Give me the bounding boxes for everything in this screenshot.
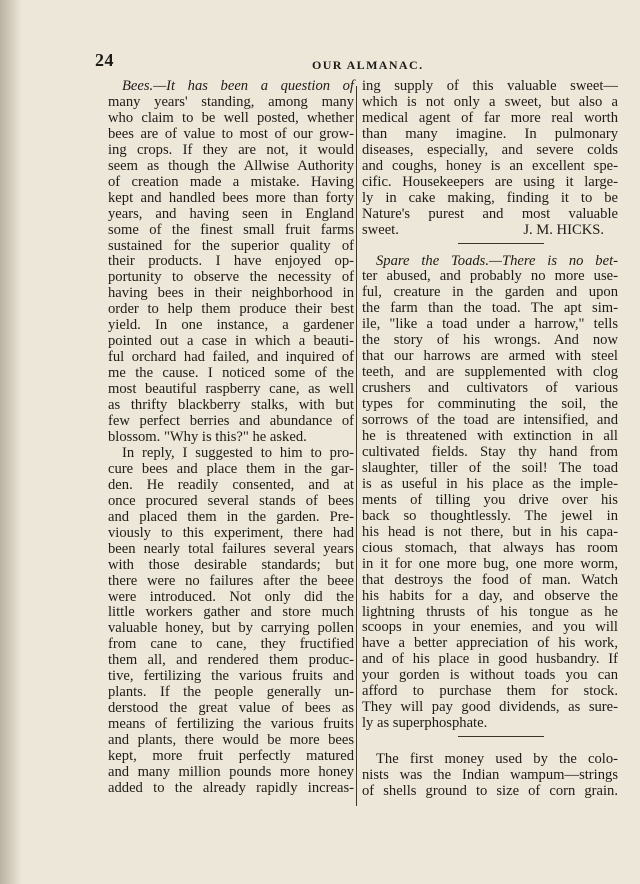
toads-line: your gorden is without toads you can bbox=[362, 667, 618, 684]
section-divider bbox=[362, 732, 618, 741]
toads-line: the farm than the toad. The apt sim- bbox=[362, 300, 618, 317]
bees-line: from cane to cane, they fructified bbox=[108, 636, 354, 653]
money-line: of shells ground to size of corn grain. bbox=[362, 783, 618, 800]
toads-line: afford to purchase them for stock. bbox=[362, 683, 618, 700]
bees-line: few perfect berries and abundance of bbox=[108, 413, 354, 430]
section-divider bbox=[362, 239, 618, 248]
bees-line: portunity to observe the necessity of bbox=[108, 269, 354, 286]
page-number: 24 bbox=[95, 50, 114, 70]
bees-continued-line: and coughs, honey is an excellent spe- bbox=[362, 157, 618, 174]
money-line: The first money used by the colo- bbox=[376, 751, 618, 768]
bees-line: ing crops. If they are not, it would bbox=[108, 141, 354, 158]
bees-line: tive, fertilizing the various fruits and bbox=[108, 668, 354, 685]
bees-line: kept and handled bees more than forty bbox=[108, 189, 354, 206]
bees-line: some of the finest small fruit farms bbox=[108, 221, 354, 238]
bees-line: having bees in their neighborhood in bbox=[108, 285, 354, 302]
bees-signature: J. M. HICKS. bbox=[523, 221, 604, 238]
bees-continued-line: diseases, especially, and severe colds bbox=[362, 141, 618, 158]
bees-line: order to help them produce their best bbox=[108, 301, 354, 318]
money-line: nists was the Indian wampum—strings bbox=[362, 767, 618, 784]
toads-line: ful, creature in the garden and upon bbox=[362, 284, 618, 301]
column-divider bbox=[356, 86, 357, 806]
page-edge-shadow bbox=[0, 0, 22, 884]
bees-continued-line: ly in cake making, finding it to be bbox=[362, 189, 618, 206]
bees-line: their products. I have enjoyed op- bbox=[108, 253, 354, 270]
bees-line: means of fertilizing the various fruits bbox=[108, 716, 354, 733]
toads-line: Spare the Toads.—There is no bet- bbox=[376, 252, 618, 269]
bees-line: seem as though the Allwise Authority bbox=[108, 157, 354, 174]
toads-line: in it for one more bug, one more worm, bbox=[362, 555, 618, 572]
bees-line: den. He readily consented, and at bbox=[108, 476, 354, 493]
toads-line: that destroys the food of man. Watch bbox=[362, 571, 618, 588]
toads-line: types for comminuting the soil, the bbox=[362, 396, 618, 413]
bees-line: been nearly total failures several years bbox=[108, 540, 354, 557]
bees-continued-line: sweet. bbox=[362, 221, 399, 238]
bees-line: plants. If the people generally un- bbox=[108, 684, 354, 701]
toads-line: sorrows of the toad are intensified, and bbox=[362, 412, 618, 429]
toads-line: back so thoughtlessly. The jewel in bbox=[362, 507, 618, 524]
bees-line: In reply, I suggested to him to pro- bbox=[122, 444, 354, 461]
toads-line: the story of his wrongs. And now bbox=[362, 332, 618, 349]
bees-line: most beautiful raspberry cane, as well bbox=[108, 381, 354, 398]
toads-line: slaughter, tiller of the soil! The toad bbox=[362, 459, 618, 476]
bees-line: many years' standing, among many bbox=[108, 93, 354, 110]
bees-line: yield. In one instance, a gardener bbox=[108, 317, 354, 334]
bees-line: and plants, there would be more bees bbox=[108, 732, 354, 749]
toads-line: ter abused, and probably no more use- bbox=[362, 268, 618, 285]
toads-line: his habits for a day, and observe the bbox=[362, 587, 618, 604]
bees-line: as thrifty blackberry stalks, with but bbox=[108, 397, 354, 414]
bees-line: were introduced. Not only did the bbox=[108, 588, 354, 605]
bees-line: sustained for the superior quality of bbox=[108, 237, 354, 254]
bees-continued-line: which is not only a sweet, but also a bbox=[362, 93, 618, 110]
toads-line: ly as superphosphate. bbox=[362, 715, 488, 732]
bees-line: with those desirable standards; but bbox=[108, 556, 354, 573]
toads-line: crushers and cultivators of various bbox=[362, 380, 618, 397]
toads-line: have a better appreciation of his work, bbox=[362, 635, 618, 652]
bees-continued-line: cific. Housekeepers are using it large- bbox=[362, 173, 618, 190]
toads-line: ile, "like a toad under a harrow," tells bbox=[362, 316, 618, 333]
toads-line: teeth, and are supplemented with clog bbox=[362, 364, 618, 381]
bees-line: added to the already rapidly increas- bbox=[108, 779, 354, 796]
bees-line: little workers gather and store much bbox=[108, 604, 354, 621]
bees-line: and placed them in the garden. Pre- bbox=[108, 508, 354, 525]
bees-line: there were no failures after the beee bbox=[108, 572, 354, 589]
bees-line: them all, and rendered them produc- bbox=[108, 652, 354, 669]
bees-final-line bbox=[362, 223, 618, 239]
bees-line: bees are of value to most of our grow- bbox=[108, 125, 354, 142]
toads-line: that our harrows are armed with steel bbox=[362, 348, 618, 365]
toads-line: ments of tilling you drive over his bbox=[362, 491, 618, 508]
toads-line: and of his place in good husbandry. If bbox=[362, 651, 618, 668]
bees-line: me the cause. I noticed some of the bbox=[108, 365, 354, 382]
bees-continued-line: ing supply of this valuable sweet— bbox=[362, 78, 618, 94]
bees-line: blossom. "Why is this?" he asked. bbox=[108, 428, 307, 445]
bees-line: pointed out a case in which a beauti- bbox=[108, 333, 354, 350]
bees-line: and many million pounds more honey bbox=[108, 763, 354, 780]
toads-line: They will pay good dividends, as sure- bbox=[362, 699, 618, 716]
bees-line: years, and having seen in England bbox=[108, 205, 354, 222]
bees-continued-line: than many imagine. In pulmonary bbox=[362, 125, 618, 142]
toads-line: scoops in your enemies, and you will bbox=[362, 619, 618, 636]
bees-line: cure bees and place them in the gar- bbox=[108, 460, 354, 477]
running-title: OUR ALMANAC. bbox=[312, 58, 424, 72]
bees-line: who claim to be well posted, whether bbox=[108, 109, 354, 126]
bees-line: valuable honey, but by carrying pollen bbox=[108, 620, 354, 637]
toads-line: lightning thrusts of his tongue as he bbox=[362, 603, 618, 620]
bees-line: derstood the great value of bees as bbox=[108, 700, 354, 717]
bees-continued-line: medical agent of far more real worth bbox=[362, 109, 618, 126]
bees-line: kept, more fruit perfectly matured bbox=[108, 748, 354, 765]
toads-line: he is threatened with extinction in all bbox=[362, 428, 618, 445]
bees-line: Bees.—It has been a question of bbox=[122, 78, 354, 94]
bees-continued-line: Nature's purest and most valuable bbox=[362, 205, 618, 222]
toads-line: cultivated fields. Stay thy hand from bbox=[362, 443, 618, 460]
bees-line: viously to this experiment, there had bbox=[108, 524, 354, 541]
toads-line: cious stomach, that always has room bbox=[362, 539, 618, 556]
toads-line: is as useful in his place as the imple- bbox=[362, 475, 618, 492]
toads-line: his head is not there, but in his capa- bbox=[362, 523, 618, 540]
bees-line: once procured several stands of bees bbox=[108, 492, 354, 509]
left-column bbox=[108, 79, 354, 797]
bees-line: ful orchard had failed, and inquired of bbox=[108, 349, 354, 366]
bees-line: of creation made a mistake. Having bbox=[108, 173, 354, 190]
right-column bbox=[362, 79, 618, 800]
